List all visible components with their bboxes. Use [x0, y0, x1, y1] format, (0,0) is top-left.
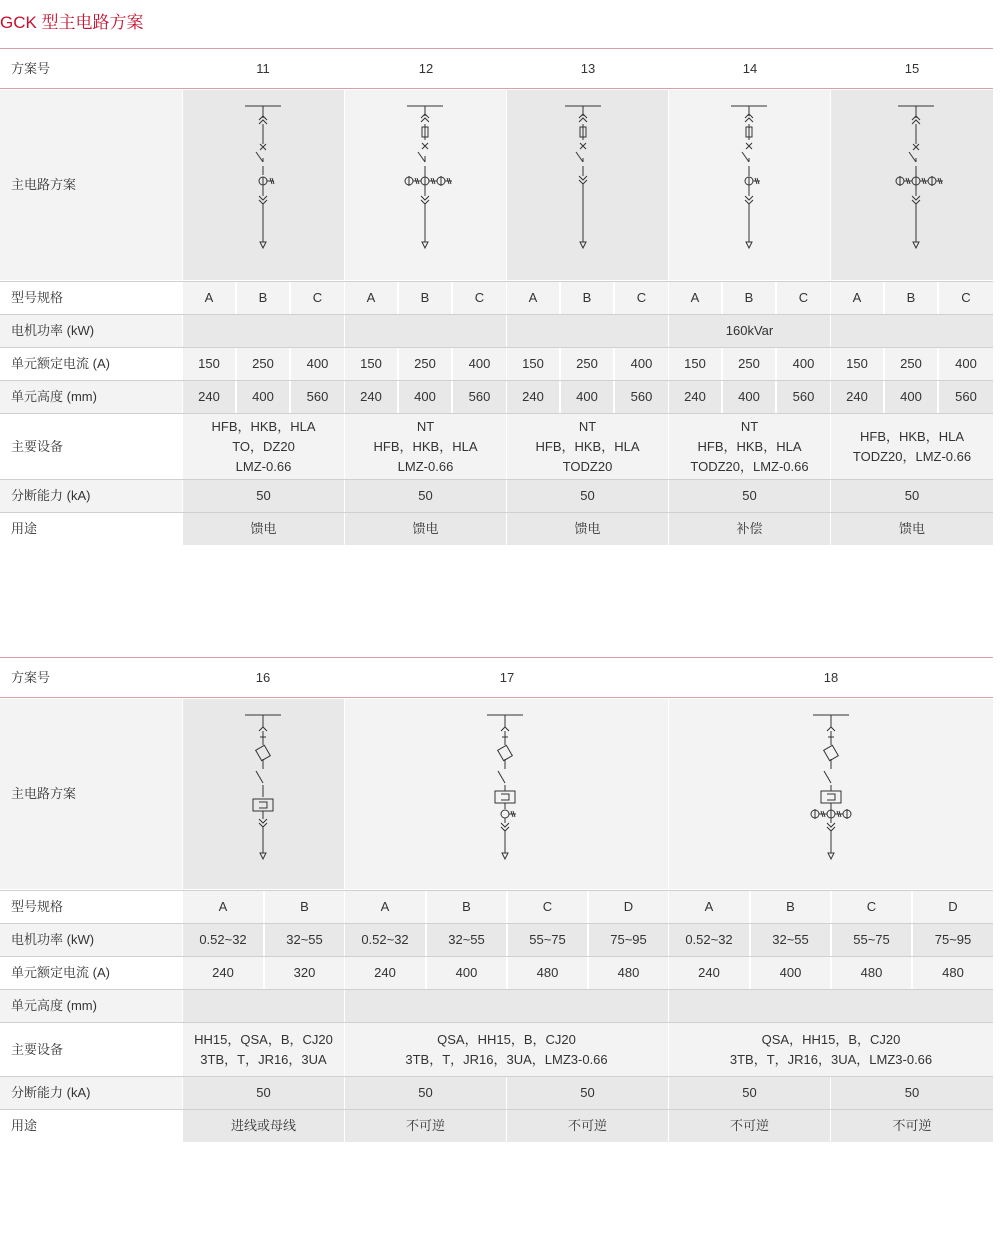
- circuit-diagram-15: [886, 100, 946, 255]
- t1-current-14-c: 400: [777, 348, 830, 380]
- t1-header-rule: [0, 88, 993, 89]
- t2-label-scheme-no: 方案号: [11, 670, 51, 685]
- t1-model-14-b: B: [723, 282, 775, 314]
- t2-current-18-b: 400: [751, 957, 830, 989]
- circuit-diagram-14: [729, 100, 769, 255]
- circuit-diagram-18: [801, 709, 861, 864]
- t2-model-18-d: D: [913, 891, 993, 923]
- t1-model-15-a: A: [831, 282, 883, 314]
- t1-height-13-b: 400: [561, 381, 613, 413]
- t2-model-18-b: B: [751, 891, 830, 923]
- t1-usage-15: 馈电: [831, 513, 993, 545]
- t2-power-18-b: 32~55: [751, 924, 830, 956]
- t1-breaking-15: 50: [831, 480, 993, 512]
- table2-top-rule: [0, 657, 993, 658]
- t1-motor-power-14: 160kVar: [669, 315, 830, 347]
- t1-scheme-no-15: 15: [904, 61, 920, 76]
- t1-label-scheme-no: 方案号: [11, 61, 51, 76]
- t1-height-11-a: 240: [183, 381, 235, 413]
- t1-current-13-a: 150: [507, 348, 559, 380]
- circuit-diagram-11: [243, 100, 283, 255]
- t1-current-15-a: 150: [831, 348, 883, 380]
- t1-height-12-a: 240: [345, 381, 397, 413]
- t2-power-17-c: 55~75: [508, 924, 587, 956]
- t2-current-17-b: 400: [427, 957, 506, 989]
- t1-model-12-c: C: [453, 282, 506, 314]
- t1-current-13-b: 250: [561, 348, 613, 380]
- t2-current-16-a: 240: [183, 957, 263, 989]
- t2-power-17-a: 0.52~32: [345, 924, 425, 956]
- t1-breaking-13: 50: [507, 480, 668, 512]
- t2-label-motor-power: 电机功率 (kW): [0, 924, 182, 956]
- t1-current-11-c: 400: [291, 348, 344, 380]
- t1-height-15-c: 560: [939, 381, 993, 413]
- t2-current-18-c: 480: [832, 957, 911, 989]
- t1-equipment-15: HFB，HKB，HLA TODZ20，LMZ-0.66: [831, 414, 993, 479]
- t1-equipment-11: HFB，HKB，HLA TO，DZ20 LMZ-0.66: [183, 414, 344, 479]
- t1-label-breaking: 分断能力 (kA): [0, 480, 182, 512]
- t1-model-13-b: B: [561, 282, 613, 314]
- t1-label-usage: 用途: [11, 521, 38, 536]
- t1-height-11-b: 400: [237, 381, 289, 413]
- circuit-diagram-16: [243, 709, 283, 864]
- t1-current-11-a: 150: [183, 348, 235, 380]
- t1-model-11-c: C: [291, 282, 344, 314]
- circuit-diagram-17: [485, 709, 525, 864]
- t2-label-circuit: 主电路方案: [0, 699, 182, 889]
- t2-model-18-a: A: [669, 891, 749, 923]
- t2-power-16-a: 0.52~32: [183, 924, 263, 956]
- t1-equipment-12: NT HFB，HKB，HLA LMZ-0.66: [345, 414, 506, 479]
- t1-height-14-c: 560: [777, 381, 830, 413]
- t1-height-15-a: 240: [831, 381, 883, 413]
- t1-usage-14: 补偿: [669, 513, 830, 545]
- t2-model-17-b: B: [427, 891, 506, 923]
- t1-height-12-c: 560: [453, 381, 506, 413]
- t1-model-12-a: A: [345, 282, 397, 314]
- t1-equipment-13: NT HFB，HKB，HLA TODZ20: [507, 414, 668, 479]
- t2-label-unit-height: 单元高度 (mm): [0, 990, 182, 1022]
- t2-usage-17-a: 不可逆: [345, 1110, 506, 1142]
- t2-breaking-17-b: 50: [507, 1077, 668, 1109]
- t2-header-rule: [0, 697, 993, 698]
- t1-height-12-b: 400: [399, 381, 451, 413]
- t2-label-breaking: 分断能力 (kA): [0, 1077, 182, 1109]
- t2-equipment-17: QSA，HH15，B，CJ20 3TB，T，JR16，3UA，LMZ3-0.66: [345, 1023, 668, 1076]
- table1-top-rule: [0, 48, 993, 49]
- t1-current-14-b: 250: [723, 348, 775, 380]
- t1-height-15-b: 400: [885, 381, 937, 413]
- t2-model-17-d: D: [589, 891, 668, 923]
- t1-model-12-b: B: [399, 282, 451, 314]
- t1-current-12-b: 250: [399, 348, 451, 380]
- t1-scheme-no-12: 12: [418, 61, 434, 76]
- circuit-diagram-12: [395, 100, 455, 255]
- t1-height-14-b: 400: [723, 381, 775, 413]
- t2-current-17-c: 480: [508, 957, 587, 989]
- t1-model-15-c: C: [939, 282, 993, 314]
- t2-height-18: [669, 990, 993, 1022]
- t1-motor-power-11: [183, 315, 344, 347]
- t2-power-17-b: 32~55: [427, 924, 506, 956]
- t1-height-13-c: 560: [615, 381, 668, 413]
- t2-label-rated-current: 单元额定电流 (A): [11, 965, 110, 980]
- t2-current-17-a: 240: [345, 957, 425, 989]
- t2-scheme-no-16: 16: [255, 670, 271, 685]
- t1-label-equipment: 主要设备: [11, 438, 64, 454]
- t1-current-14-a: 150: [669, 348, 721, 380]
- t2-current-18-a: 240: [669, 957, 749, 989]
- t2-model-16-b: B: [265, 891, 344, 923]
- t1-label-unit-height: 单元高度 (mm): [0, 381, 182, 413]
- t2-breaking-17-a: 50: [345, 1077, 506, 1109]
- t2-height-16: [183, 990, 344, 1022]
- t2-power-18-a: 0.52~32: [669, 924, 749, 956]
- t2-model-17-c: C: [508, 891, 587, 923]
- t2-model-16-a: A: [183, 891, 263, 923]
- t2-breaking-18-b: 50: [831, 1077, 993, 1109]
- t1-model-11-a: A: [183, 282, 235, 314]
- t2-scheme-no-17: 17: [499, 670, 515, 685]
- t2-current-18-d: 480: [913, 957, 993, 989]
- t1-current-15-c: 400: [939, 348, 993, 380]
- t2-power-18-c: 55~75: [832, 924, 911, 956]
- t1-breaking-14: 50: [669, 480, 830, 512]
- t2-power-18-d: 75~95: [913, 924, 993, 956]
- t1-motor-power-13: [507, 315, 668, 347]
- t2-scheme-no-18: 18: [823, 670, 839, 685]
- t1-usage-13: 馈电: [507, 513, 668, 545]
- t1-label-model: 型号规格: [11, 290, 64, 305]
- t1-label-rated-current: 单元额定电流 (A): [11, 356, 110, 371]
- t1-equipment-14: NT HFB，HKB，HLA TODZ20，LMZ-0.66: [669, 414, 830, 479]
- t1-breaking-12: 50: [345, 480, 506, 512]
- t1-label-circuit: 主电路方案: [0, 90, 182, 280]
- circuit-diagram-13: [563, 100, 603, 255]
- t1-model-14-a: A: [669, 282, 721, 314]
- t2-usage-17-b: 不可逆: [507, 1110, 668, 1142]
- t1-scheme-no-11: 11: [256, 61, 270, 76]
- t1-motor-power-12: [345, 315, 506, 347]
- t1-scheme-no-14: 14: [742, 61, 758, 76]
- t1-model-13-c: C: [615, 282, 668, 314]
- t1-current-12-c: 400: [453, 348, 506, 380]
- page-title: GCK 型主电路方案: [0, 13, 144, 32]
- t1-current-11-b: 250: [237, 348, 289, 380]
- t2-equipment-16: HH15，QSA，B，CJ20 3TB，T，JR16，3UA: [183, 1023, 344, 1076]
- t1-motor-power-15: [831, 315, 993, 347]
- t1-model-11-b: B: [237, 282, 289, 314]
- t1-breaking-11: 50: [183, 480, 344, 512]
- t2-power-17-d: 75~95: [589, 924, 668, 956]
- t1-label-motor-power: 电机功率 (kW): [0, 315, 182, 347]
- t2-label-usage: 用途: [11, 1118, 38, 1133]
- t1-height-11-c: 560: [291, 381, 344, 413]
- t2-breaking-18-a: 50: [669, 1077, 830, 1109]
- t2-usage-18-b: 不可逆: [831, 1110, 993, 1142]
- t2-model-17-a: A: [345, 891, 425, 923]
- t2-label-model: 型号规格: [11, 899, 64, 914]
- t2-power-16-b: 32~55: [265, 924, 344, 956]
- t1-current-15-b: 250: [885, 348, 937, 380]
- t2-label-equipment: 主要设备: [11, 1041, 64, 1057]
- t2-height-17: [345, 990, 668, 1022]
- t2-current-17-d: 480: [589, 957, 668, 989]
- t2-usage-16: 进线或母线: [183, 1110, 344, 1142]
- t1-model-15-b: B: [885, 282, 937, 314]
- t2-breaking-16: 50: [183, 1077, 344, 1109]
- t1-height-13-a: 240: [507, 381, 559, 413]
- t1-current-13-c: 400: [615, 348, 668, 380]
- t1-model-13-a: A: [507, 282, 559, 314]
- t1-current-12-a: 150: [345, 348, 397, 380]
- t2-usage-18-a: 不可逆: [669, 1110, 830, 1142]
- t1-scheme-no-13: 13: [580, 61, 596, 76]
- t2-equipment-18: QSA，HH15，B，CJ20 3TB，T，JR16，3UA，LMZ3-0.66: [669, 1023, 993, 1076]
- t2-current-16-b: 320: [265, 957, 344, 989]
- t2-model-18-c: C: [832, 891, 911, 923]
- t1-usage-11: 馈电: [183, 513, 344, 545]
- t1-height-14-a: 240: [669, 381, 721, 413]
- t1-model-14-c: C: [777, 282, 830, 314]
- t1-usage-12: 馈电: [345, 513, 506, 545]
